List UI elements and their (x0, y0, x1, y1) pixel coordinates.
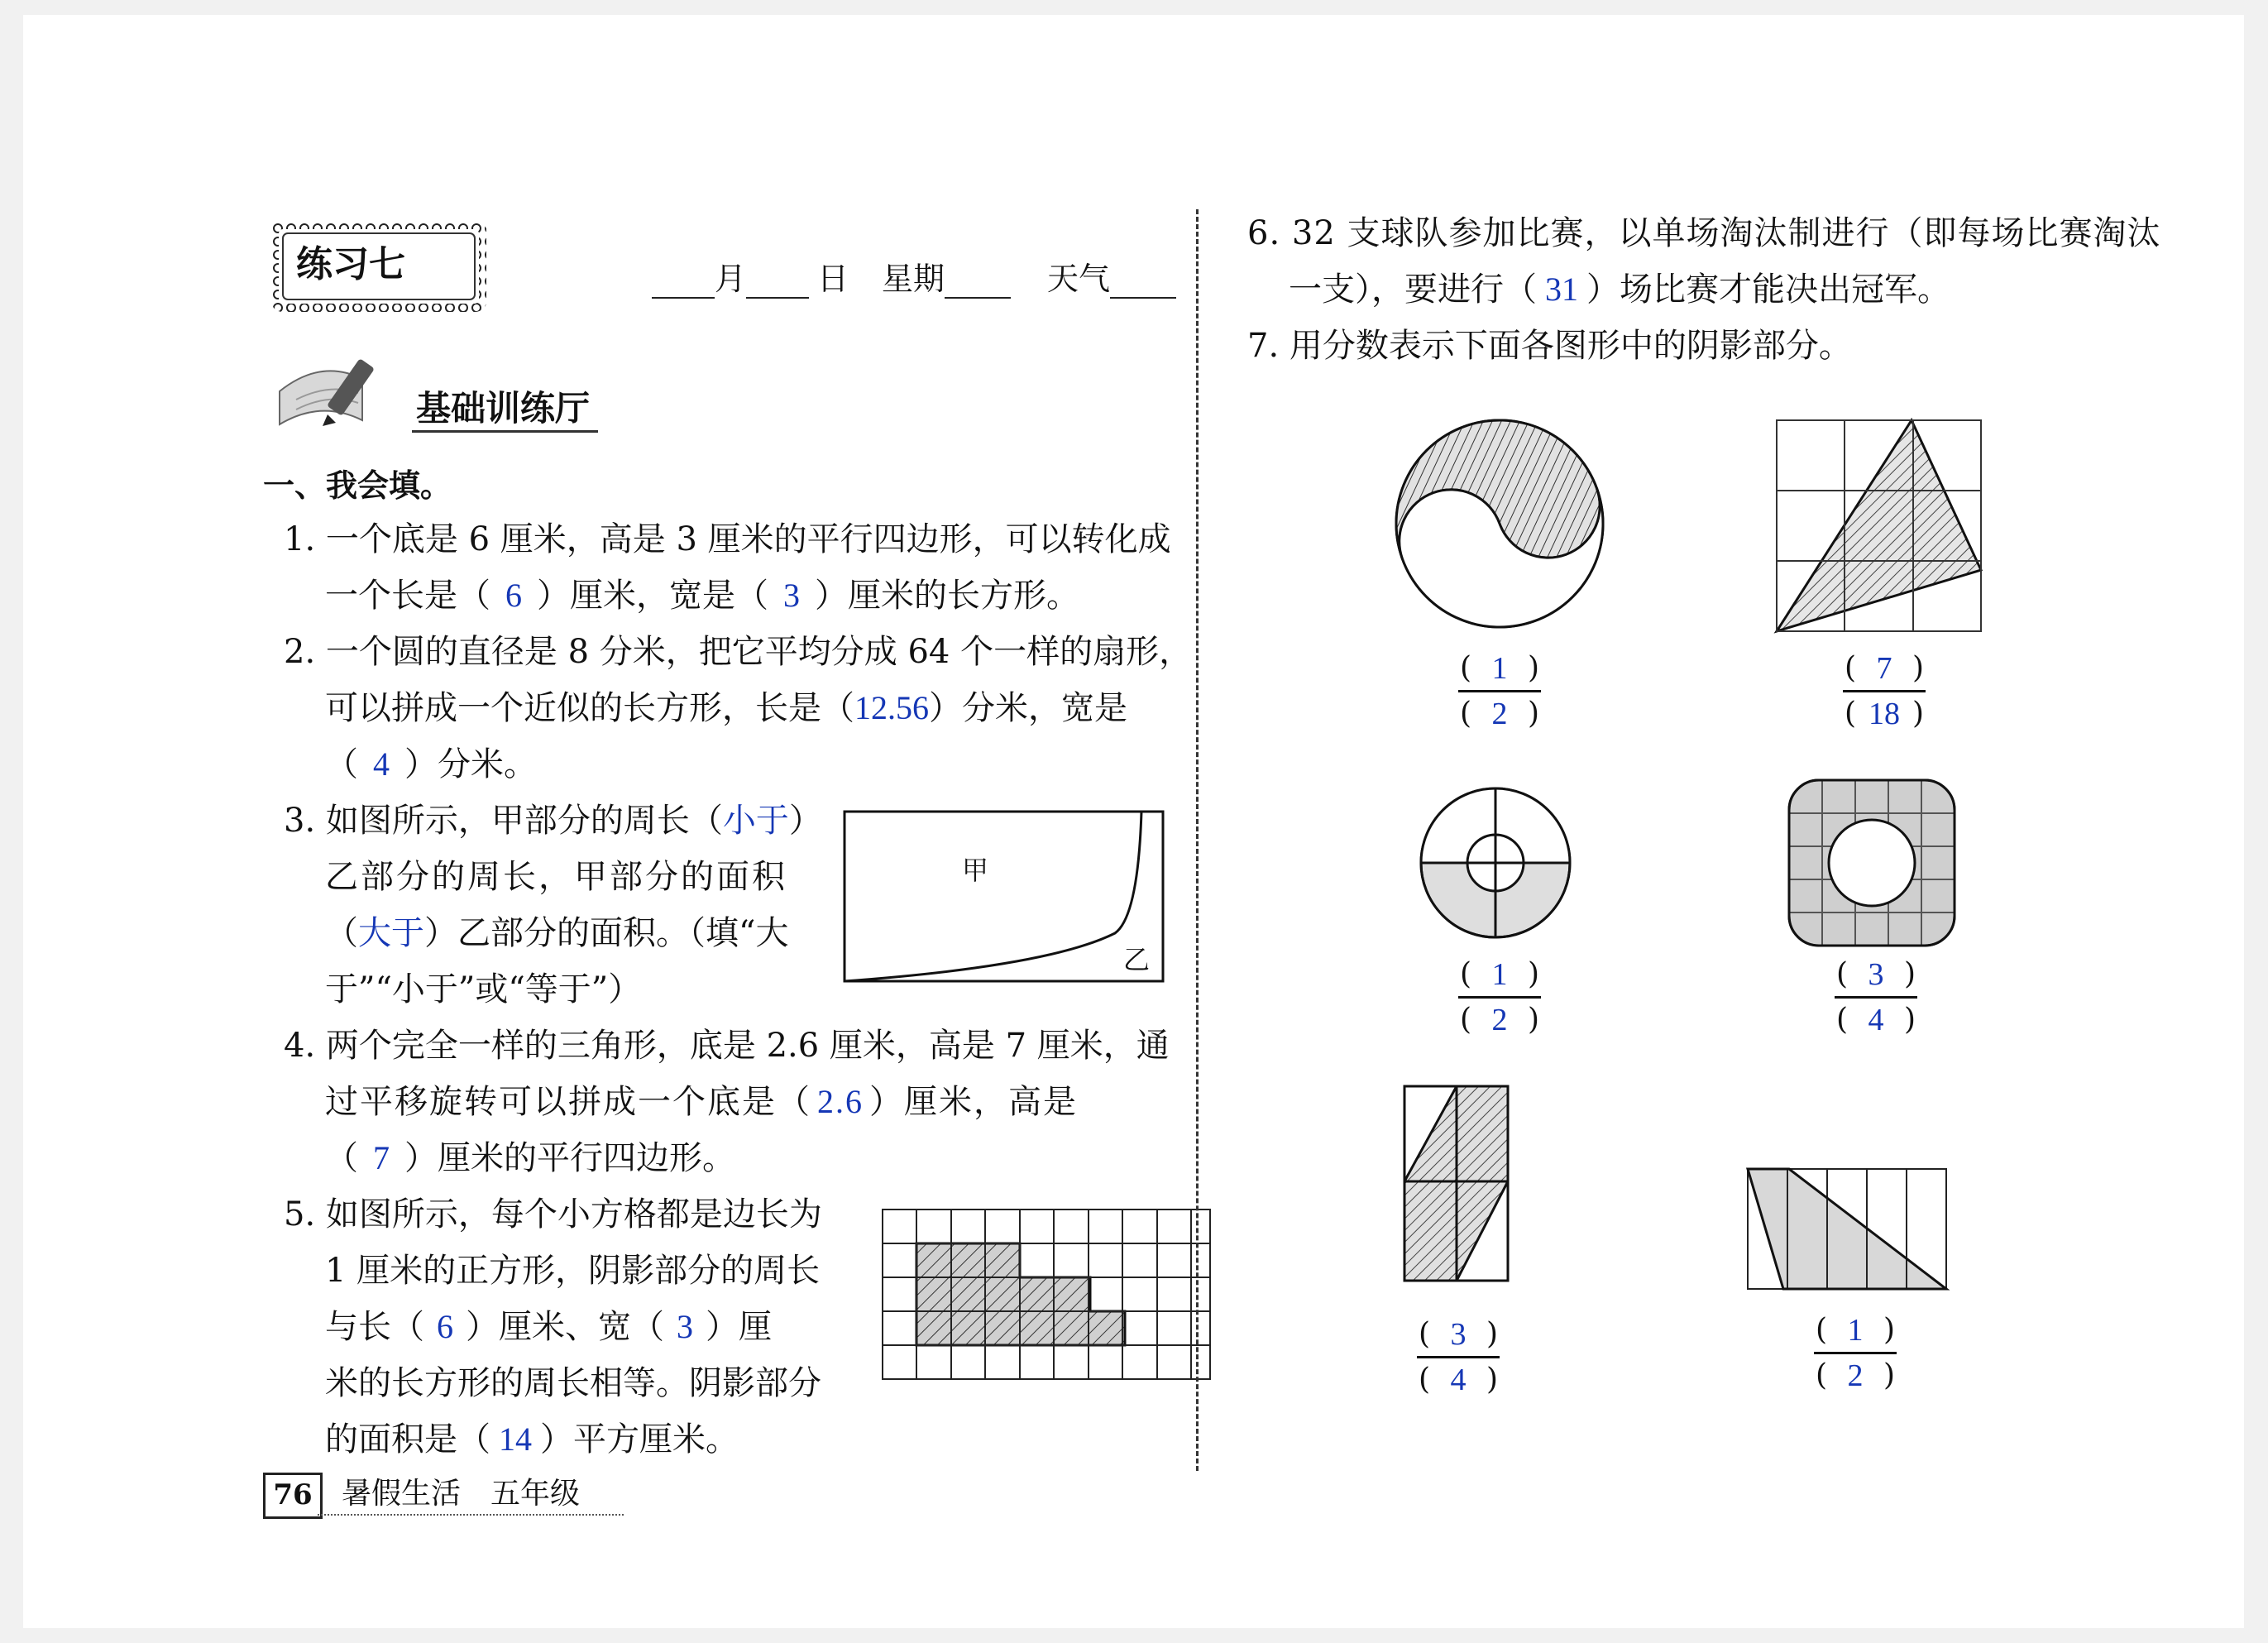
q3-text-b: ） (788, 802, 822, 840)
q6-text-b: ）场比赛才能决出冠军。 (1586, 271, 1950, 309)
q7-figure-4 (1785, 776, 1963, 954)
q1-text-c: ）厘米的长方形。 (815, 577, 1079, 615)
q4-answer-base: 2.6 (817, 1083, 864, 1120)
q5-text-b: ）厘米、宽（ (466, 1308, 664, 1346)
q4-line3 (325, 1138, 735, 1178)
q5-line1: 5. 如图所示，每个小方格都是边长为 (284, 1195, 822, 1233)
q2-text-a: 可以拼成一个近似的长方形，长是（ (325, 689, 854, 727)
q3-answer-perimeter: 小于 (722, 802, 789, 839)
q3-answer-area: 大于 (358, 914, 424, 951)
q7-fraction-1: ( 1 ) ( 2 ) (1459, 651, 1540, 731)
q5-line5 (325, 1420, 739, 1459)
q2-line2 (325, 688, 1127, 728)
weekday-label: 星期 (882, 261, 945, 297)
q5-text-a: 与长（ (325, 1308, 424, 1346)
q5-line4: 米的长方形的周长相等。阴影部分 (325, 1364, 821, 1402)
q7-fraction-2: ( 7 ) ( 18 ) (1844, 651, 1925, 731)
q4-answer-height: 7 (373, 1139, 390, 1176)
q3-label-yi: 乙 (1123, 944, 1151, 975)
q7-line1: 7. 用分数表示下面各图形中的阴影部分。 (1247, 327, 1852, 365)
q3-line4: 于”“小于”或“等于”） (325, 970, 642, 1008)
q7-f2-denominator: 18 (1868, 697, 1900, 731)
q3-label-jia: 甲 (962, 855, 989, 886)
q2-text-b: ）分米，宽是 (929, 689, 1127, 727)
section-title-underline (412, 430, 598, 433)
part-title: 一、我会填。 (263, 467, 452, 504)
q2-line1: 2. 一个圆的直径是 8 分米，把它平均分成 64 个一样的扇形， (284, 633, 1193, 671)
lesson-title: 练习七 (296, 243, 405, 285)
q4-text-d: ）厘米的平行四边形。 (404, 1139, 735, 1177)
month-label: 月 (715, 261, 747, 297)
q5-line3 (325, 1307, 772, 1347)
q2-text-d: ）分米。 (404, 745, 537, 783)
q1-answer-width: 3 (783, 577, 800, 614)
workbook-page (23, 15, 2244, 1628)
column-divider (1196, 209, 1199, 1471)
q3-text-a: 3. 如图所示，甲部分的周长（ (284, 802, 723, 840)
q5-answer-length: 6 (437, 1308, 453, 1345)
q7-f3-numerator: 1 (1491, 957, 1508, 992)
weather-label: 天气 (1047, 261, 1111, 297)
grade-label: 五年级 (490, 1477, 581, 1511)
q4-text-c: （ (325, 1139, 358, 1177)
q4-line1: 4. 两个完全一样的三角形，底是 2.6 厘米，高是 7 厘米，通 (284, 1027, 1170, 1065)
q7-f1-numerator: 1 (1491, 651, 1508, 686)
day-label: 日 (817, 261, 849, 297)
q3-line3 (325, 913, 788, 953)
q7-figure-6 (1744, 1165, 1950, 1297)
q1-answer-length: 6 (505, 577, 522, 614)
q5-text-d: 的面积是（ (325, 1420, 490, 1459)
q1-line1: 1. 一个底是 6 厘米，高是 3 厘米的平行四边形，可以转化成 (284, 520, 1171, 558)
q7-f5-denominator: 4 (1450, 1363, 1467, 1397)
q1-line2 (325, 576, 1079, 616)
q7-f1-denominator: 2 (1491, 697, 1508, 731)
q7-f6-denominator: 2 (1847, 1358, 1864, 1393)
q7-f5-numerator: 3 (1450, 1317, 1467, 1352)
q7-figure-5 (1400, 1082, 1516, 1289)
q4-text-b: ）厘米，高是 (869, 1083, 1078, 1121)
q3-text-c: （ (325, 914, 358, 952)
q7-figure-1 (1388, 412, 1611, 635)
q5-answer-area: 14 (499, 1420, 532, 1458)
footer-dotted-line (318, 1514, 624, 1516)
q7-fraction-6: ( 1 ) ( 2 ) (1815, 1313, 1896, 1393)
q7-f4-denominator: 4 (1868, 1003, 1884, 1037)
q7-figure-3 (1413, 780, 1578, 946)
q1-text-b: ）厘米，宽是（ (537, 577, 768, 615)
q5-grid-figure (879, 1206, 1218, 1396)
pencil-book-icon (263, 342, 412, 433)
q6-line1: 6. 32 支球队参加比赛，以单场淘汰制进行（即每场比赛淘汰 (1247, 214, 2161, 252)
q5-line2: 1 厘米的正方形，阴影部分的周长 (325, 1252, 821, 1290)
date-weather-line (652, 259, 1176, 299)
book-title: 暑假生活 (342, 1477, 462, 1511)
q5-answer-width: 3 (677, 1308, 693, 1345)
q6-text-a: 一支），要进行（ (1289, 271, 1537, 309)
q2-text-c: （ (325, 745, 358, 783)
q3-line1 (284, 801, 822, 841)
q7-fraction-4: ( 3 ) ( 4 ) (1835, 957, 1916, 1037)
page-number: 76 (263, 1473, 323, 1519)
q4-line2 (325, 1082, 1078, 1122)
q2-answer-width: 4 (373, 745, 390, 783)
q3-line2: 乙部分的周长，甲部分的面积 (325, 858, 787, 896)
q2-answer-length: 12.56 (854, 689, 929, 726)
section-title: 基础训练厅 (416, 388, 591, 429)
q6-line2 (1289, 270, 1950, 309)
q4-text-a: 过平移旋转可以拼成一个底是（ (325, 1083, 811, 1121)
q7-figure-2 (1773, 416, 1996, 639)
q7-f3-denominator: 2 (1491, 1003, 1508, 1037)
q1-text-a: 一个长是（ (325, 577, 490, 615)
q7-f6-numerator: 1 (1847, 1313, 1864, 1348)
q2-line3 (325, 745, 537, 784)
q5-text-e: ）平方厘米。 (540, 1420, 739, 1459)
q7-fraction-3: ( 1 ) ( 2 ) (1459, 957, 1540, 1037)
q7-fraction-5: ( 3 ) ( 4 ) (1418, 1317, 1499, 1397)
q5-text-c: ）厘 (706, 1308, 772, 1346)
q7-f2-numerator: 7 (1876, 651, 1892, 686)
q6-answer-matches: 31 (1545, 271, 1578, 308)
q7-f4-numerator: 3 (1868, 957, 1884, 992)
q3-text-d: ）乙部分的面积。（填“大 (424, 914, 789, 952)
